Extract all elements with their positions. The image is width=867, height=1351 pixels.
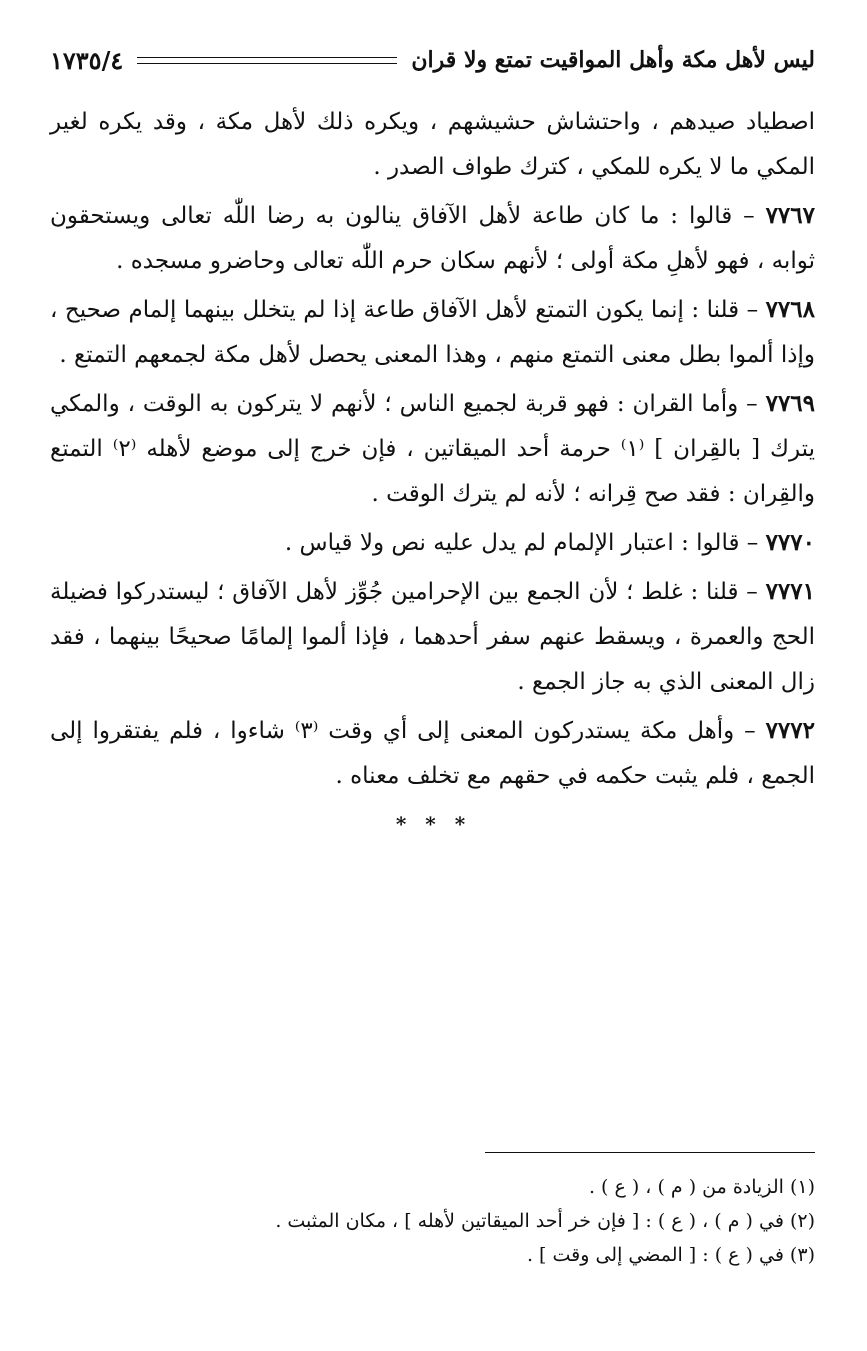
paragraph-text: – قالوا : اعتبار الإلمام لم يدل عليه نص ولا قياس .: [284, 530, 759, 556]
footnote-3: (٣) في ( ع ) : [ المضي إلى وقت ] .: [526, 1244, 815, 1266]
paragraph-7771: [50, 569, 815, 705]
paragraph-text: – وأهل مكة يستدركون المعنى إلى أي وقت ⁽٣⁾ شاءوا ، فلم يفتقروا إلى الجمع ، فلم يثبت حكمه في حقهم مع تخلف معناه .: [50, 718, 815, 789]
paragraph-number: ٧٧٧٠: [765, 529, 815, 556]
paragraph-text: – قلنا : غلط ؛ لأن الجمع بين الإحرامين جُوِّز لأهل الآفاق ؛ ليستدركوا فضيلة الحج والعمرة ، ويسقط عنهم سفر أحدهما ، فإذا ألموا إلمامًا صحيحًا بينهما ، فقد زال المعنى الذي به جاز الجمع .: [50, 579, 815, 695]
page-number: ١٧٣٥/٤: [50, 45, 124, 75]
paragraph-number: ٧٧٦٨: [765, 296, 815, 323]
section-separator: * * *: [395, 812, 472, 836]
paragraph-7768: [50, 287, 815, 378]
paragraph-7772: [50, 708, 815, 799]
paragraph-7769: [50, 381, 815, 517]
footnote-2: (٢) في ( م ) ، ( ع ) : [ فإن خر أحد الميقاتين لأهله ] ، مكان المثبت .: [275, 1210, 815, 1232]
paragraph-number: ٧٧٦٩: [765, 390, 816, 417]
paragraph-continuation: [50, 100, 815, 190]
footnote-rule: [485, 1152, 815, 1153]
footnotes: [50, 1170, 815, 1272]
paragraph-number: ٧٧٧١: [765, 578, 815, 605]
paragraph-number: ٧٧٦٧: [765, 202, 815, 229]
running-title: ليس لأهل مكة وأهل المواقيت تمتع ولا قران: [411, 47, 815, 73]
paragraph-text: – وأما القران : فهو قربة لجميع الناس ؛ لأنهم لا يتركون به الوقت ، والمكي يترك [ بالقِران ] ⁽١⁾ حرمة أحد الميقاتين ، فإن خرج إلى موضع لأهله ⁽٢⁾ التمتع والقِران : فقد صح قِرانه ؛ لأنه لم يترك الوقت .: [50, 391, 815, 507]
running-header: [50, 42, 815, 78]
body-text: [50, 100, 815, 802]
paragraph-text: – قالوا : ما كان طاعة لأهل الآفاق ينالون به رضا اللّٰه تعالى ويستحقون ثوابه ، فهو لأهلِ مكة أولى ؛ لأنهم سكان حرم اللّٰه تعالى وحاضرو مسجده .: [50, 203, 815, 274]
header-double-rule: [137, 57, 397, 64]
footnote-1: (١) الزيادة من ( م ) ، ( ع ) .: [588, 1176, 815, 1198]
paragraph-7770: [50, 520, 815, 566]
paragraph-text: اصطياد صيدهم ، واحتشاش حشيشهم ، ويكره ذلك لأهل مكة ، وقد يكره لغير المكي ما لا يكره للمكي ، كترك طواف الصدر .: [50, 109, 816, 180]
paragraph-text: – قلنا : إنما يكون التمتع لأهل الآفاق طاعة إذا لم يتخلل بينهما إلمام صحيح ، وإذا ألموا بطل معنى التمتع منهم ، وهذا المعنى يحصل لأهل مكة لجمعهم التمتع .: [50, 297, 815, 368]
paragraph-7767: [50, 193, 815, 284]
paragraph-number: ٧٧٧٢: [765, 717, 815, 744]
